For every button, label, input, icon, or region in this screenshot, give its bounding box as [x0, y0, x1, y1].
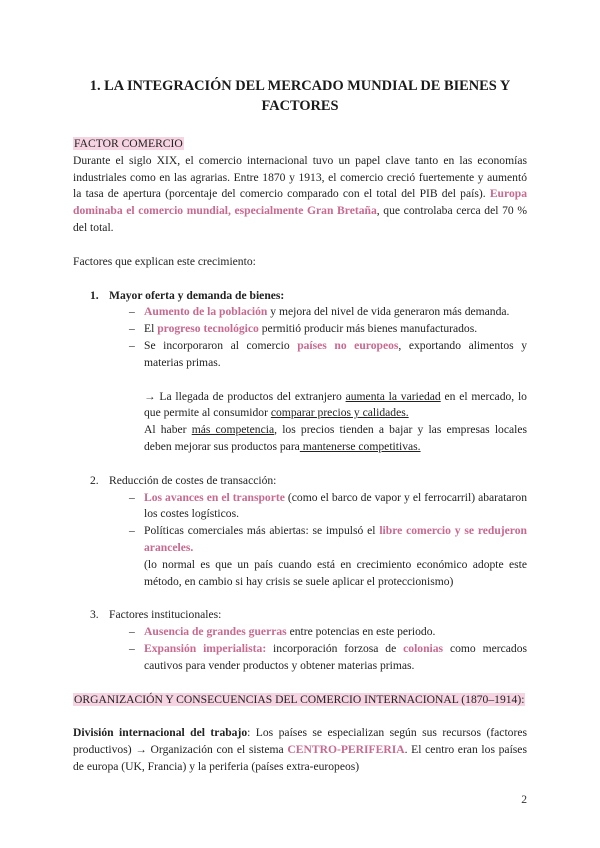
factors-intro: Factores que explican este crecimiento: — [73, 254, 256, 268]
factor-1-heading — [73, 288, 527, 305]
factor-2-number: 2. — [90, 473, 99, 487]
arrow-icon: → — [135, 743, 147, 757]
factor-3-number: 3. — [90, 608, 99, 622]
bullet-emphasis: libre comercio y se redujeron aranceles. — [144, 524, 527, 554]
section-heading-label: FACTOR COMERCIO — [74, 137, 183, 150]
division-text: : Los países se especializan según sus recursos (factores productivos) — [73, 726, 527, 757]
page-number: 2 — [521, 793, 527, 806]
bullet-emphasis: colonias — [403, 641, 444, 655]
bullet-emphasis: Los avances en el transporte — [144, 490, 285, 504]
factor-3-heading — [73, 607, 527, 624]
division-text-end: . El centro eran los países de europa (UK, Francia) y la periferia (países extra-europeos) — [73, 743, 527, 773]
factor-3-bullet-2: – Expansión imperialista: incorporación forzosa de colonias como mercados cautivos para vender productos y obtener materias primas. — [129, 641, 527, 672]
section-heading-label: ORGANIZACIÓN Y CONSECUENCIAS DEL COMERCIO INTERNACIONAL (1870–1914): — [74, 692, 525, 706]
bullet-emphasis: Expansión imperialista: — [144, 641, 267, 655]
division-paragraph — [73, 725, 527, 775]
factor-1-bullet-1: – Aumento de la población y mejora del nivel de vida generaron más demanda. — [129, 305, 510, 319]
intro-text-end: , que controlaba cerca del 70 % del total. — [73, 204, 527, 234]
arrow-icon: → — [144, 389, 156, 403]
factor-1-note — [73, 389, 527, 456]
factor-3-bullet-1: – Ausencia de grandes guerras entre potencias en este periodo. — [129, 625, 436, 639]
factor-3-title: Factores institucionales: — [109, 608, 222, 622]
bullet-text: como mercados cautivos para vender productos y obtener materias primas. — [144, 641, 527, 672]
bullet-text: entre potencias en este periodo. — [286, 625, 436, 639]
bullet-emphasis: Aumento de la población — [144, 305, 268, 319]
bullet-emphasis: Ausencia de grandes guerras — [144, 625, 287, 639]
factor-1-bullet-3: – Se incorporaron al comercio países no europeos, exportando alimentos y materias primas. — [129, 338, 527, 369]
bullet-emphasis: progreso tecnológico — [157, 322, 259, 336]
intro-paragraph — [73, 153, 527, 237]
note-underline: más competencia — [191, 423, 275, 437]
note-text: La llegada de productos del extranjero — [155, 389, 346, 403]
intro-emphasis: Europa dominaba el comercio mundial, especialmente Gran Bretaña — [73, 187, 527, 218]
note-text: Al haber — [144, 423, 192, 437]
bullet-text: , exportando alimentos y materias primas. — [144, 338, 527, 369]
factor-2-title: Reducción de costes de transacción: — [109, 473, 277, 487]
bullet-text: permitió producir más bienes manufacturados. — [258, 322, 478, 336]
page-title: 1. LA INTEGRACIÓN DEL MERCADO MUNDIAL DE BIENES Y FACTORES — [89, 78, 511, 114]
factor-2-heading — [73, 473, 527, 490]
division-text: Organización con el sistema — [146, 743, 288, 757]
document-body — [73, 136, 527, 776]
section-heading-organizacion — [73, 692, 527, 709]
division-label: División internacional del trabajo — [73, 726, 248, 740]
section-heading-factor-comercio — [73, 136, 527, 153]
bullet-text: (como el barco de vapor y el ferrocarril) abarataron los costes logísticos. — [144, 490, 527, 521]
intro-text: Durante el siglo XIX, el comercio internacional tuvo un papel clave tanto en las economías industriales como en las agrarias. Entre 1870 y 1913, el comercio creció fuertemente y aumentó la tasa de apertura (porcentaje del comercio comparado con el total del PIB del país). — [73, 153, 527, 201]
bullet-emphasis: países no europeos — [297, 338, 399, 352]
factor-1-number: 1. — [90, 288, 99, 302]
factor-2-bullet-1: – Los avances en el transporte (como el barco de vapor y el ferrocarril) abarataron los costes logísticos. — [129, 490, 527, 521]
bullet-text-pre: Se incorporaron al comercio — [144, 338, 298, 352]
division-emphasis: CENTRO-PERIFERIA — [287, 743, 405, 757]
note-underline: aumenta la variedad — [345, 389, 441, 403]
bullet-text: y mejora del nivel de vida generaron más demanda. — [267, 305, 510, 319]
note-underline: comparar precios y calidades. — [270, 406, 409, 420]
bullet-text: incorporación forzosa de — [266, 641, 404, 655]
factor-2-note: (lo normal es que un país cuando está en crecimiento económico adopte este método, en cambio si hay crisis se suele aplicar el proteccionismo) — [144, 557, 527, 588]
note-text: en el mercado, lo que permite al consumidor — [144, 389, 527, 420]
factor-1-title: Mayor oferta y demanda de bienes: — [109, 288, 285, 302]
bullet-text-pre: Políticas comerciales más abiertas: se impulsó el — [144, 524, 380, 538]
note-underline: mantenerse competitivas. — [299, 439, 421, 453]
factor-2-bullet-2: – Políticas comerciales más abiertas: se impulsó el libre comercio y se redujeron aranceles. — [129, 524, 527, 554]
note-text: , los precios tienden a bajar y las empresas locales deben mejorar sus productos para — [144, 423, 528, 453]
factor-1-bullet-2: – El progreso tecnológico permitió producir más bienes manufacturados. — [129, 322, 478, 336]
bullet-text-pre: El — [144, 322, 158, 336]
